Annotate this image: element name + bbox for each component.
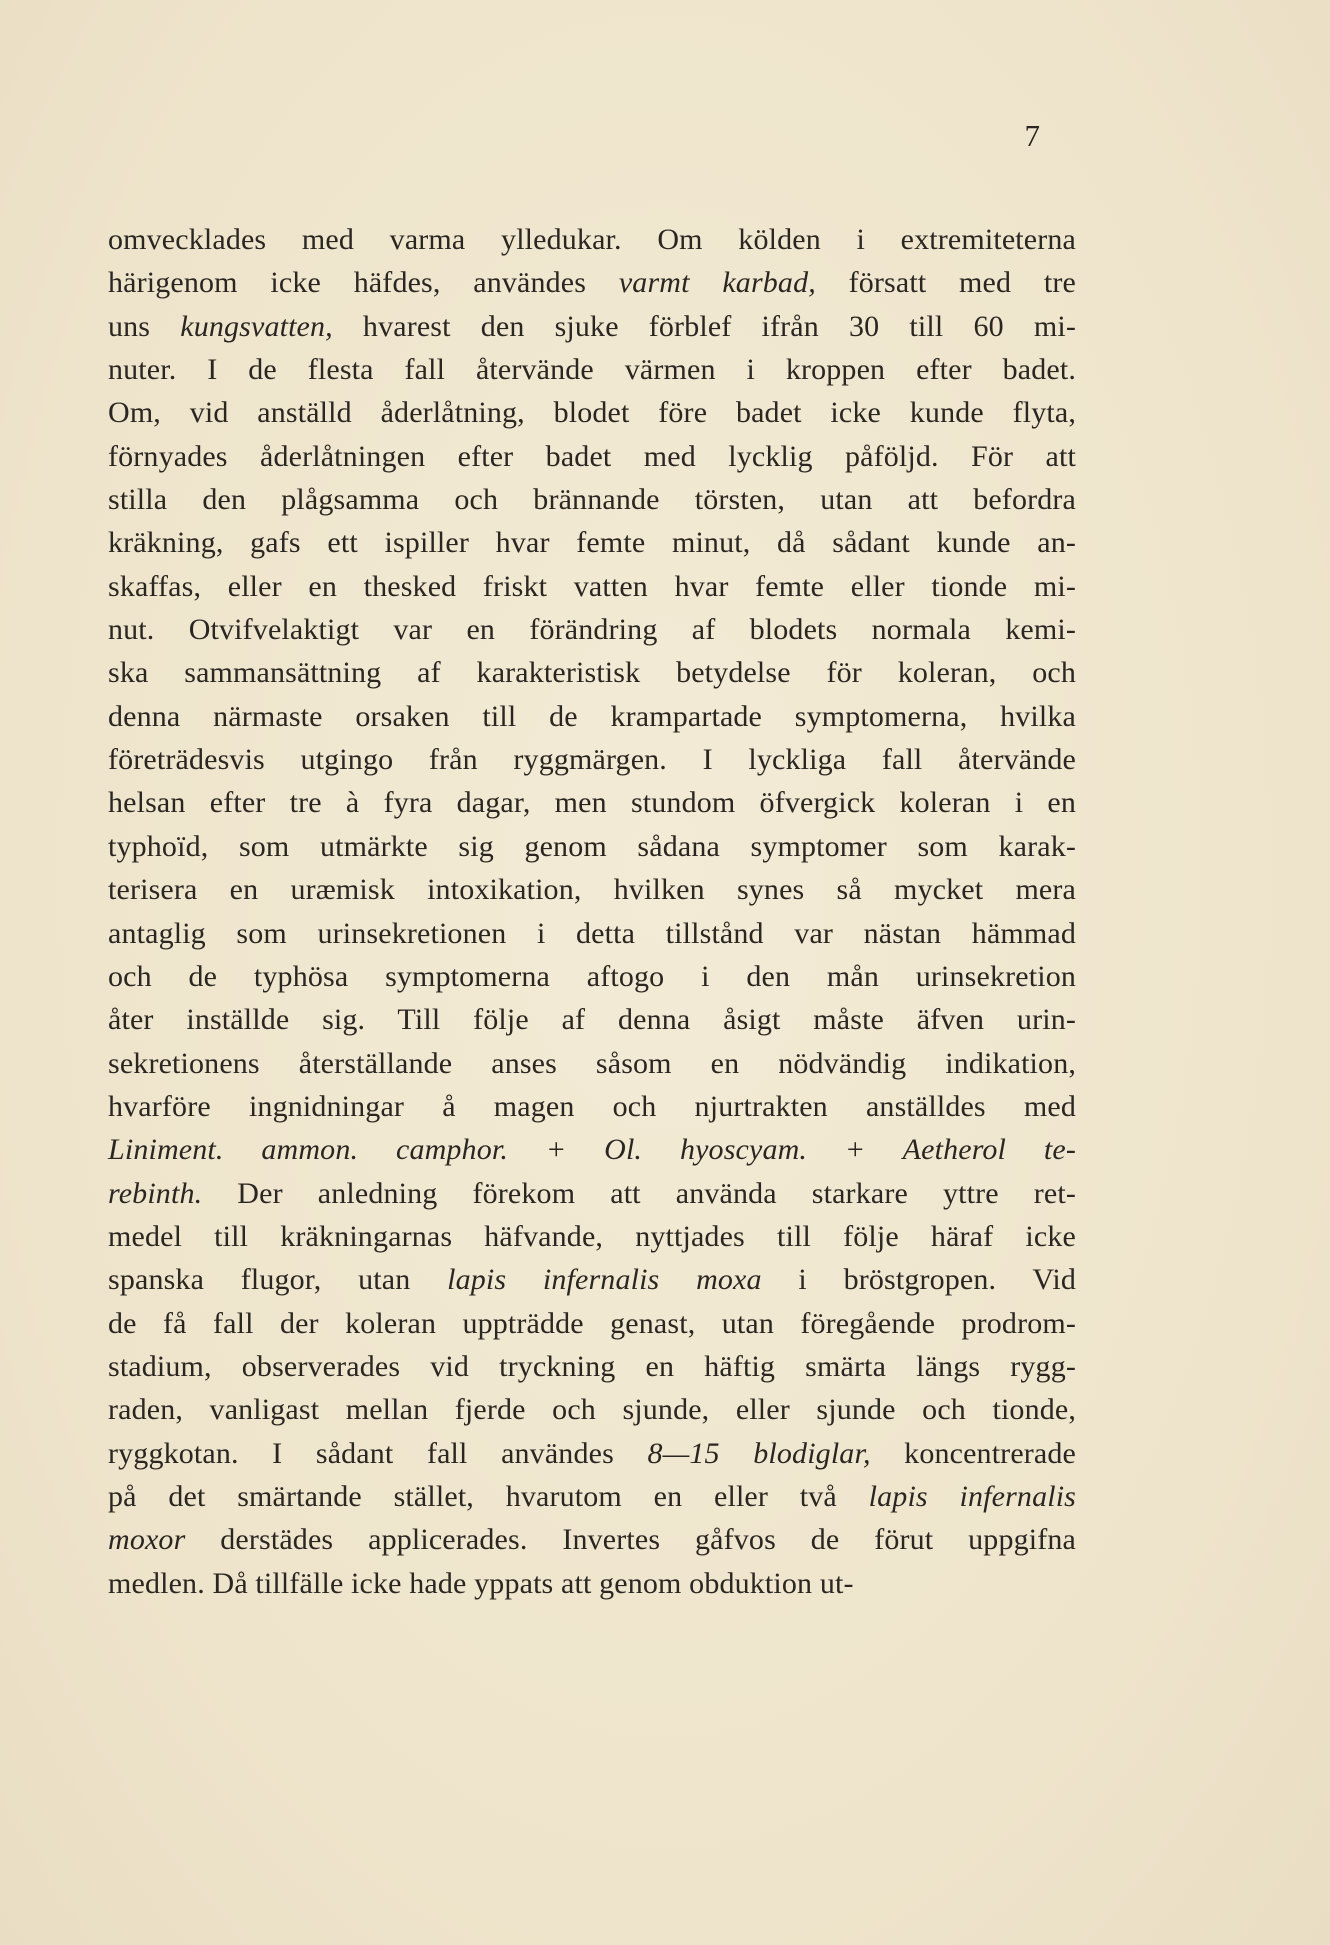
text-segment: denna närmaste orsaken till de krampartade symptomerna, hvilka xyxy=(108,699,1076,733)
text-segment: typhoïd, som utmärkte sig genom sådana symptomer som karak- xyxy=(108,829,1076,863)
italic-text: kungsvatten, xyxy=(180,309,333,343)
text-line xyxy=(108,218,1076,261)
text-segment: spanska flugor, utan xyxy=(108,1263,448,1297)
text-segment: stilla den plågsamma och brännande törsten, utan att befordra xyxy=(108,483,1076,517)
text-line xyxy=(108,348,1076,391)
italic-text: Liniment. ammon. camphor. + Ol. hyoscyam. + Aetherol te- xyxy=(108,1133,1076,1167)
text-line xyxy=(108,608,1076,651)
text-segment: nuter. I de flesta fall återvände värmen i kroppen efter badet. xyxy=(108,353,1076,387)
text-segment: skaffas, eller en thesked friskt vatten hvar femte eller tionde mi- xyxy=(108,569,1076,603)
text-segment: kräkning, gafs ett ispiller hvar femte minut, då sådant kunde an- xyxy=(108,526,1076,560)
text-line xyxy=(108,825,1076,868)
text-line xyxy=(108,1215,1076,1258)
text-line xyxy=(108,478,1076,521)
text-line xyxy=(108,1128,1076,1171)
text-segment: försatt med tre xyxy=(815,266,1076,300)
text-line xyxy=(108,738,1076,781)
text-segment: åter inställde sig. Till följe af denna åsigt måste äfven urin- xyxy=(108,1003,1076,1037)
text-segment: antaglig som urinsekretionen i detta tillstånd var nästan hämmad xyxy=(108,916,1076,950)
italic-text: moxor xyxy=(108,1523,186,1557)
text-line xyxy=(108,781,1076,824)
body-text xyxy=(108,218,1076,1605)
text-segment: hvarest den sjuke förblef ifrån 30 till 60 mi- xyxy=(332,309,1076,343)
text-line xyxy=(108,651,1076,694)
text-line xyxy=(108,955,1076,998)
text-line xyxy=(108,1172,1076,1215)
text-segment: uns xyxy=(108,309,181,343)
text-segment: stadium, observerades vid tryckning en häftig smärta längs rygg- xyxy=(108,1349,1076,1383)
text-line xyxy=(108,868,1076,911)
text-segment: Der anledning förekom att använda starkare yttre ret- xyxy=(202,1176,1076,1210)
text-line xyxy=(108,435,1076,478)
text-line xyxy=(108,1388,1076,1431)
text-line xyxy=(108,1518,1076,1561)
text-segment: nut. Otvifvelaktigt var en förändring af blodets normala kemi- xyxy=(108,613,1076,647)
text-line xyxy=(108,305,1076,348)
text-segment: koncentrerade xyxy=(870,1436,1077,1470)
text-segment: ryggkotan. I sådant fall användes xyxy=(108,1436,648,1470)
text-segment: härigenom icke häfdes, användes xyxy=(108,266,619,300)
text-segment: på det smärtande stället, hvarutom en eller två xyxy=(108,1479,869,1513)
text-line xyxy=(108,1302,1076,1345)
text-line xyxy=(108,1258,1076,1301)
italic-text: 8—15 blodiglar, xyxy=(647,1436,871,1470)
text-segment: ska sammansättning af karakteristisk betydelse för koleran, och xyxy=(108,656,1076,690)
italic-text: varmt karbad, xyxy=(618,266,816,300)
text-line xyxy=(108,912,1076,955)
text-segment: de få fall der koleran uppträdde genast, utan föregående prodrom- xyxy=(108,1306,1076,1340)
text-line xyxy=(108,1042,1076,1085)
text-segment: företrädesvis utgingo från ryggmärgen. I lyckliga fall återvände xyxy=(108,743,1076,777)
text-line xyxy=(108,998,1076,1041)
text-segment: medlen. Då tillfälle icke hade yppats att genom obduktion ut- xyxy=(108,1566,854,1600)
text-line xyxy=(108,695,1076,738)
italic-text: rebinth. xyxy=(108,1176,203,1210)
text-line xyxy=(108,565,1076,608)
text-segment: medel till kräkningarnas häfvande, nyttjades till följe häraf icke xyxy=(108,1219,1076,1253)
text-segment: förnyades åderlåtningen efter badet med lycklig påföljd. För att xyxy=(108,439,1076,473)
text-line xyxy=(108,1562,1076,1605)
text-segment: och de typhösa symptomerna aftogo i den mån urinsekretion xyxy=(108,959,1076,993)
text-line xyxy=(108,521,1076,564)
text-segment: raden, vanligast mellan fjerde och sjunde, eller sjunde och tionde, xyxy=(108,1393,1076,1427)
text-segment: sekretionens återställande anses såsom en nödvändig indikation, xyxy=(108,1046,1076,1080)
text-segment: hvarföre ingnidningar å magen och njurtrakten anställdes med xyxy=(108,1089,1076,1123)
text-line xyxy=(108,1475,1076,1518)
italic-text: lapis infernalis moxa xyxy=(447,1263,762,1297)
text-segment: derstädes applicerades. Invertes gåfvos de förut uppgifna xyxy=(185,1523,1076,1557)
text-line xyxy=(108,261,1076,304)
text-line xyxy=(108,1345,1076,1388)
text-segment: Om, vid anställd åderlåtning, blodet före badet icke kunde flyta, xyxy=(108,396,1076,430)
italic-text: lapis infernalis xyxy=(868,1479,1077,1513)
text-segment: omvecklades med varma ylledukar. Om kölden i extremiteterna xyxy=(108,223,1076,256)
text-segment: terisera en uræmisk intoxikation, hvilken synes så mycket mera xyxy=(108,873,1076,907)
page-number: 7 xyxy=(1024,118,1040,153)
text-segment: helsan efter tre à fyra dagar, men stundom öfvergick koleran i en xyxy=(108,786,1076,820)
text-segment: i bröstgropen. Vid xyxy=(761,1263,1076,1297)
text-line xyxy=(108,391,1076,434)
text-line xyxy=(108,1432,1076,1475)
text-line xyxy=(108,1085,1076,1128)
